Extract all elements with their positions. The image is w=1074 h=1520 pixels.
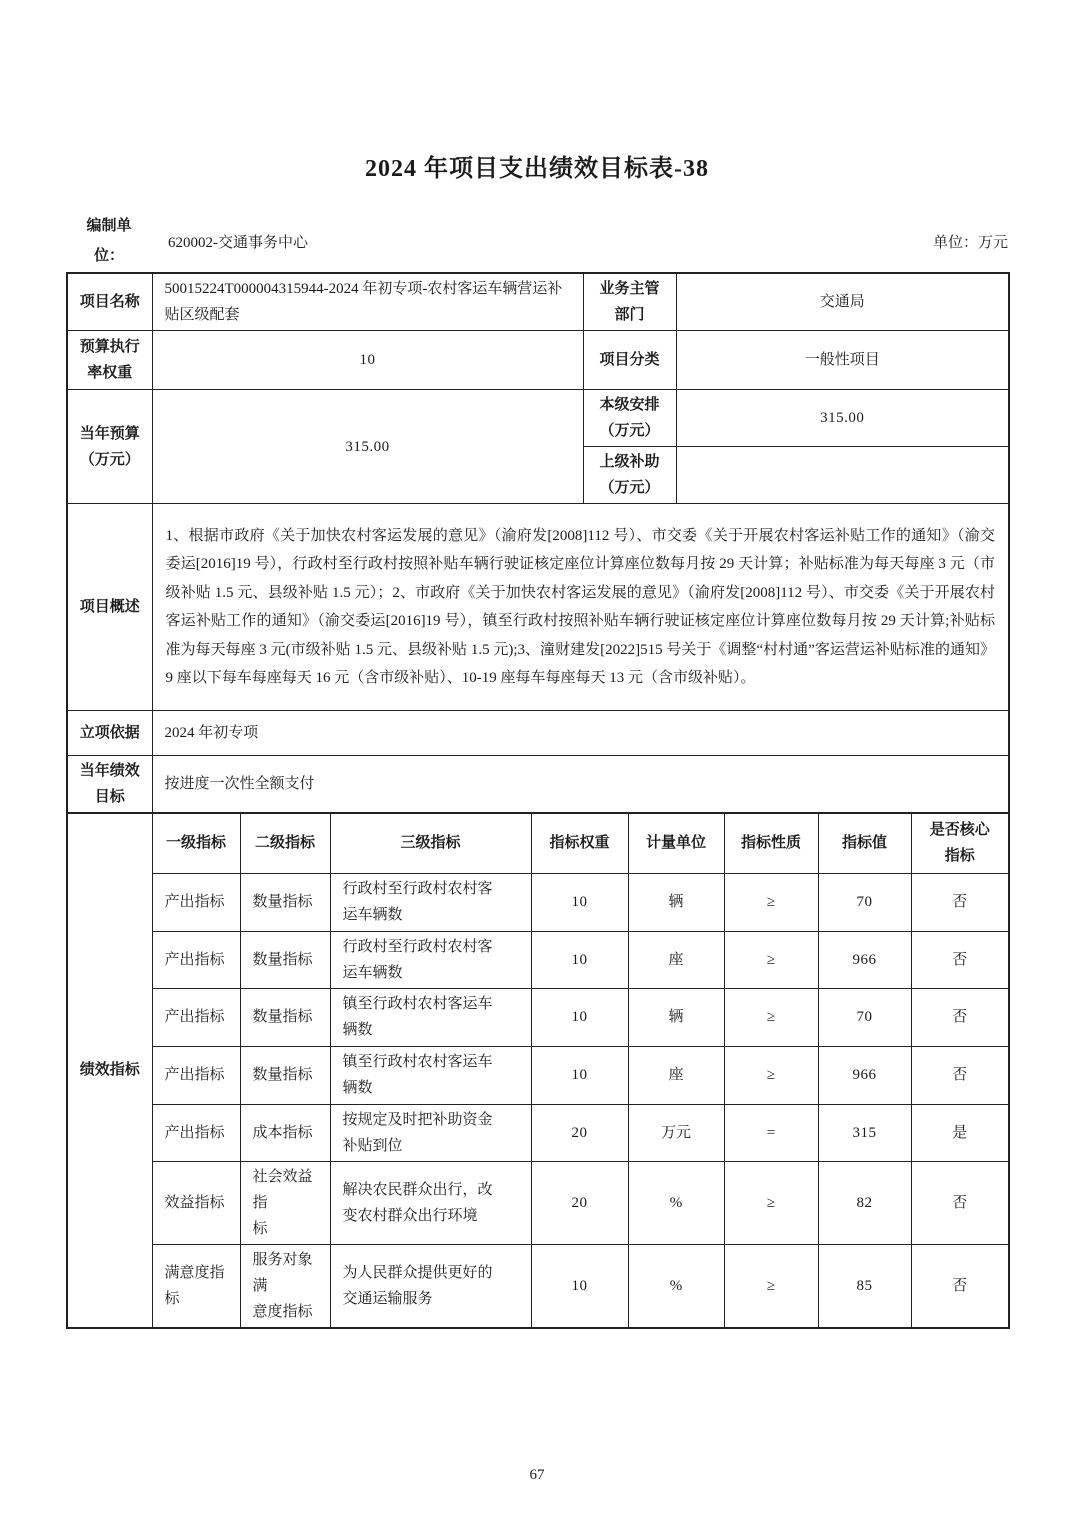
core-cell: 否 [911,988,1009,1046]
nature-cell: ≥ [724,1161,818,1244]
superior-subsidy-value [676,447,1009,504]
level1-cell: 产出指标 [152,988,240,1046]
project-overview-text: 1、根据市政府《关于加快农村客运发展的意见》（渝府发[2008]112 号）、市交委《关于开展农村客运补贴工作的通知》（渝交委运[2016]19 号），行政村至行政村按照补贴车辆行驶证核定座位计算座位数每月按 29 天计算；补贴标准为每天每座 3 元（市级补贴 1.5 元、县级补贴 1.5 元）；2、市政府《关于加快农村客运发展的意见》（渝府发[2008]112 号）、市交委《关于开展农村客运补贴工作的通知》（渝交委运[2016]19 号），镇至行政村按照补贴车辆行驶证核定座位计算座位数每月按 29 天计算;补贴标准为每天每座 3 元(市级补贴 1.5 元、县级补贴 1.5 元);3、潼财建发[2022]515 号关于《调整“村村通”客运营运补贴标准的通知》9 座以下每车每座每天 16 元（含市级补贴）、10-19 座每车每座每天 13 元（含市级补贴）。 [152,504,1009,711]
level2-cell: 服务对象满 意度指标 [240,1244,330,1328]
local-arrangement-value: 315.00 [676,390,1009,447]
year-goal-value: 按进度一次性全额支付 [152,756,1009,814]
nature-cell: ≥ [724,931,818,988]
weight-cell: 10 [531,1244,628,1328]
level2-cell: 社会效益指 标 [240,1161,330,1244]
unit-cell: 座 [628,931,724,988]
core-cell: 否 [911,873,1009,931]
value-cell: 966 [818,931,911,988]
header-level3: 三级指标 [330,813,531,873]
level2-cell: 成本指标 [240,1104,330,1161]
indicators-table [66,812,1010,1329]
nature-cell: = [724,1104,818,1161]
info-table-wrapper [66,272,1008,1329]
meta-row [66,210,1008,272]
project-name-row [67,273,1009,331]
value-cell: 966 [818,1046,911,1104]
level3-cell: 解决农民群众出行，改 变农村群众出行环境 [330,1161,531,1244]
project-overview-label: 项目概述 [67,504,152,711]
weight-cell: 10 [531,931,628,988]
compiling-unit-label: 编制单 位： [86,218,132,264]
level3-cell: 镇至行政村农村客运车 辆数 [330,988,531,1046]
basis-row [67,711,1009,756]
unit-cell: 辆 [628,988,724,1046]
core-cell: 否 [911,931,1009,988]
value-cell: 70 [818,873,911,931]
unit-cell: 万元 [628,1104,724,1161]
header-level2: 二级指标 [240,813,330,873]
basis-label: 立项依据 [67,711,152,756]
core-cell: 否 [911,1161,1009,1244]
level1-cell: 满意度指 标 [152,1244,240,1328]
project-overview-row [67,504,1009,711]
dept-value: 交通局 [676,273,1009,331]
category-value: 一般性项目 [676,331,1009,390]
level3-cell: 行政村至行政村农村客 运车辆数 [330,873,531,931]
unit-cell: 座 [628,1046,724,1104]
value-cell: 315 [818,1104,911,1161]
header-weight: 指标权重 [531,813,628,873]
header-value: 指标值 [818,813,911,873]
value-cell: 85 [818,1244,911,1328]
year-goal-label: 当年绩效 目标 [67,756,152,814]
compiling-unit-value: 620002-交通事务中心 [168,234,308,251]
header-unit: 计量单位 [628,813,724,873]
indicators-header-row [67,813,1009,873]
level1-cell: 效益指标 [152,1161,240,1244]
nature-cell: ≥ [724,1244,818,1328]
header-level1: 一级指标 [152,813,240,873]
level2-cell: 数量指标 [240,873,330,931]
year-budget-label: 当年预算 （万元） [67,390,152,504]
level3-cell: 为人民群众提供更好的 交通运输服务 [330,1244,531,1328]
weight-cell: 10 [531,988,628,1046]
unit-cell: % [628,1161,724,1244]
weight-cell: 20 [531,1161,628,1244]
level1-cell: 产出指标 [152,1104,240,1161]
nature-cell: ≥ [724,873,818,931]
budget-weight-row [67,331,1009,390]
indicator-row [67,931,1009,988]
basis-value: 2024 年初专项 [152,711,1009,756]
indicators-section-label: 绩效指标 [67,813,152,1328]
level2-cell: 数量指标 [240,931,330,988]
year-budget-row [67,390,1009,447]
header-core: 是否核心 指标 [911,813,1009,873]
header-nature: 指标性质 [724,813,818,873]
year-budget-value: 315.00 [152,390,583,504]
level3-cell: 按规定及时把补助资金 补贴到位 [330,1104,531,1161]
level3-cell: 行政村至行政村农村客 运车辆数 [330,931,531,988]
weight-cell: 20 [531,1104,628,1161]
unit-cell: % [628,1244,724,1328]
nature-cell: ≥ [724,988,818,1046]
level2-cell: 数量指标 [240,1046,330,1104]
level3-cell: 镇至行政村农村客运车 辆数 [330,1046,531,1104]
page-title: 2024 年项目支出绩效目标表-38 [365,156,709,182]
level1-cell: 产出指标 [152,873,240,931]
budget-weight-value: 10 [152,331,583,390]
unit-cell: 辆 [628,873,724,931]
indicator-row [67,1046,1009,1104]
local-arrangement-label: 本级安排 （万元） [583,390,676,447]
weight-cell: 10 [531,1046,628,1104]
core-cell: 否 [911,1244,1009,1328]
nature-cell: ≥ [724,1046,818,1104]
page-number: 67 [529,1466,545,1483]
level1-cell: 产出指标 [152,1046,240,1104]
category-label: 项目分类 [583,331,676,390]
core-cell: 是 [911,1104,1009,1161]
level2-cell: 数量指标 [240,988,330,1046]
indicator-row [67,1161,1009,1244]
project-info-table [66,272,1010,814]
project-name-label: 项目名称 [67,273,152,331]
level1-cell: 产出指标 [152,931,240,988]
weight-cell: 10 [531,873,628,931]
year-goal-row [67,756,1009,814]
value-cell: 70 [818,988,911,1046]
superior-subsidy-label: 上级补助 （万元） [583,447,676,504]
core-cell: 否 [911,1046,1009,1104]
indicator-row [67,1244,1009,1328]
dept-label: 业务主管 部门 [583,273,676,331]
indicator-row [67,873,1009,931]
value-cell: 82 [818,1161,911,1244]
currency-unit-note: 单位：万元 [932,234,1008,251]
budget-weight-label: 预算执行 率权重 [67,331,152,390]
project-name-value: 50015224T000004315944-2024 年初专项-农村客运车辆营运补贴区级配套 [152,273,583,331]
indicator-row [67,988,1009,1046]
indicator-row [67,1104,1009,1161]
